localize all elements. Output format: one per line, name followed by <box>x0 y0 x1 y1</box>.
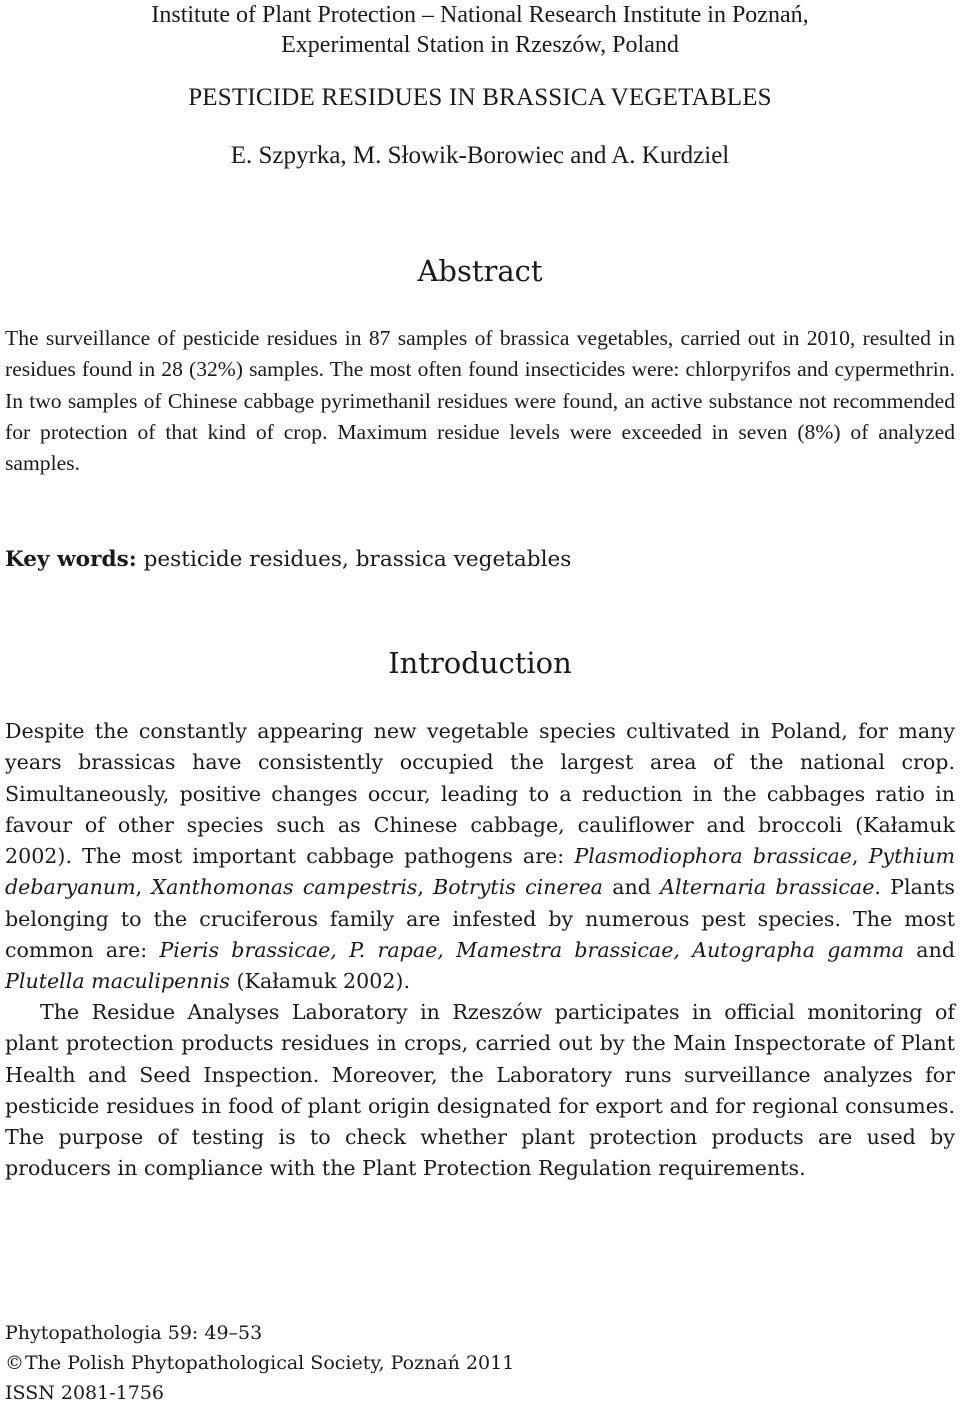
journal-citation: Phytopathologia 59: 49–53 <box>5 1322 263 1344</box>
intro-p1-and-2: and <box>916 938 956 963</box>
issn: ISSN 2081-1756 <box>5 1382 164 1404</box>
copyright-text: The Polish Phytopathological Society, Poznań 2011 <box>25 1352 515 1374</box>
authors: E. Szpyrka, M. Słowik-Borowiec and A. Kurdziel <box>230 142 730 169</box>
keywords-label: Key words: <box>5 547 137 572</box>
intro-p1-text-a: Despite the constantly appearing new vegetable species cultivated in Poland, for many years brassicas have consistently occupied the largest area of the national crop. Simultaneously, positive changes occur, leading to a reduction in the cabbages ratio in favour of other species such as Chinese cabbage, cauliflower and broccoli (Kałamuk 2002). The most important cabbage pathogens are: <box>5 719 955 869</box>
affiliation-line-2: Experimental Station in Rzeszów, Poland <box>281 32 679 58</box>
species-alternaria: Alternaria brassicae <box>660 875 875 900</box>
intro-p1-text-b: . Plants belonging to the cruciferous family are infested by numerous pest species. The most common are: <box>5 875 955 963</box>
affiliation <box>0 0 960 60</box>
intro-paragraph-2: The Residue Analyses Laboratory in Rzeszów participates in official monitoring of plant protection products residues in crops, carried out by the Main Inspectorate of Plant Health and Seed Inspection. Moreover, the Laboratory runs surveillance analyzes for pesticide residues in food of plant origin designated for export and for regional consumes. The purpose of testing is to check whether plant protection products are used by producers in compliance with the Plant Protection Regulation requirements. <box>5 1000 955 1181</box>
introduction-heading: Introduction <box>388 646 572 680</box>
intro-p1-and-1: and <box>612 875 651 900</box>
species-xanthomonas: Xanthomonas campestris <box>151 875 418 900</box>
intro-p1-text-c: (Kałamuk 2002). <box>236 969 411 994</box>
species-pest-list: Pieris brassicae, P. rapae, Mamestra brassicae, Autographa gamma <box>159 938 905 963</box>
abstract-sentence-3: In two samples of Chinese cabbage pyrimethanil residues were found, an active substance not recommended for protection of that kind of crop. <box>5 388 955 444</box>
keywords <box>5 544 955 575</box>
intro-paragraph-1: Despite the constantly appearing new vegetable species cultivated in Poland, for many years brassicas have consistently occupied the largest area of the national crop. Simultaneously, positive changes occur, leading to a reduction in the cabbages ratio in favour of other species such as Chinese cabbage, cauliflower and broccoli (Kałamuk 2002). The most important cabbage pathogens are: Plasmodiophora brassicae, Pythium debaryanum, Xanthomonas campestris, Botrytis cinerea and Alternaria brassicae. Plants belonging to the cruciferous family are infested by numerous pest species. The most common are: Pieris brassicae, P. rapae, Mamestra brassicae, Autographa gamma and Plutella maculipennis (Kałamuk 2002). <box>5 719 956 994</box>
species-plutella: Plutella maculipennis <box>5 969 230 994</box>
abstract-heading: Abstract <box>417 254 543 288</box>
affiliation-line-1: Institute of Plant Protection – National Research Institute in Poznań, <box>151 2 809 28</box>
abstract-sentence-4: Maximum residue levels were exceeded in seven (8%) of analyzed samples. <box>5 419 955 476</box>
copyright-icon: © <box>5 1352 24 1374</box>
abstract-sentence-2: The most often found insecticides were: chlorpyrifos and cypermethrin. <box>329 357 955 382</box>
copyright-line <box>5 1348 514 1378</box>
species-plasmodiophora: Plasmodiophora brassicae <box>574 844 852 869</box>
abstract-text <box>5 323 955 479</box>
paper-title: PESTICIDE RESIDUES IN BRASSICA VEGETABLES <box>188 84 772 111</box>
footer <box>5 1318 514 1408</box>
abstract-sentence-1: The surveillance of pesticide residues in 87 samples of brassica vegetables, carried out in 2010, resulted in residues found in 28 (32%) samples. <box>5 326 955 382</box>
species-pythium: Pythium debaryanum <box>5 844 955 900</box>
keywords-text: pesticide residues, brassica vegetables <box>143 547 572 572</box>
species-botrytis: Botrytis cinerea <box>433 875 603 900</box>
